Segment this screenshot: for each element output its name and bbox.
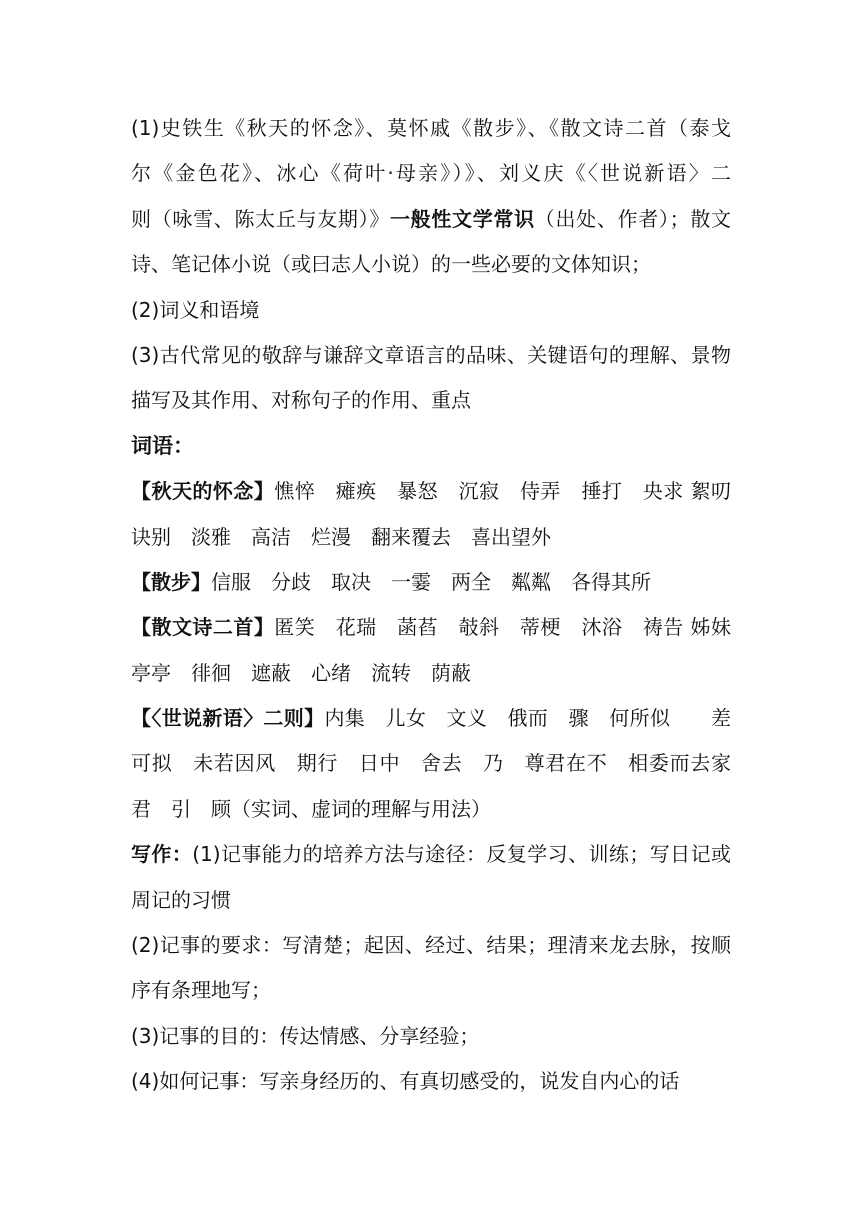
text-segment: (4)如何记事：写亲身经历的、有真切感受的，说发自内心的话 <box>131 1069 680 1094</box>
text-segment: 尔《金色花》、冰心《荷叶·母亲》）》、刘义庆《〈世说新语〉二 <box>131 161 731 186</box>
text-segment: (2)词义和语境 <box>131 297 260 322</box>
text-line <box>131 469 731 514</box>
bold-text-segment: 【散文诗二首】 <box>131 615 275 640</box>
bold-text-segment: 【秋天的怀念】 <box>131 479 275 504</box>
section-heading <box>131 424 731 469</box>
text-segment: 诀别 淡雅 高洁 烂漫 翻来覆去 喜出望外 <box>131 524 551 549</box>
text-segment: 描写及其作用、对称句子的作用、重点 <box>131 388 471 413</box>
text-line <box>131 923 731 968</box>
text-segment: 内集 儿女 文义 俄而 骤 何所似 差 <box>324 706 731 731</box>
text-segment: 可拟 未若因风 期行 日中 舍去 乃 尊君在不 相委而去家 <box>131 751 731 776</box>
text-line <box>131 741 731 786</box>
text-segment: 序有条理地写； <box>131 978 271 1003</box>
document-body <box>131 106 731 1105</box>
text-line <box>131 1014 731 1059</box>
text-segment: 君 引 顾（实词、虚词的理解与用法） <box>131 796 491 821</box>
text-segment: (3)记事的目的：传达情感、分享经验； <box>131 1023 480 1048</box>
text-segment: 信服 分歧 取决 一霎 两全 粼粼 各得其所 <box>211 569 651 594</box>
text-line <box>131 106 731 151</box>
text-line <box>131 1059 731 1104</box>
text-segment: （出处、作者）；散文 <box>534 206 731 231</box>
text-segment: (3)古代常见的敬辞与谦辞文章语言的品味、关键语句的理解、景物 <box>131 342 731 367</box>
text-segment: 亭亭 徘徊 遮蔽 心绪 流转 荫蔽 <box>131 660 471 685</box>
bold-text-segment: 【〈世说新语〉二则】 <box>131 706 325 731</box>
text-line <box>131 242 731 287</box>
text-segment: (2)记事的要求：写清楚；起因、经过、结果；理清来龙去脉，按顺 <box>131 933 731 958</box>
text-line <box>131 787 731 832</box>
text-line <box>131 696 731 741</box>
text-segment: (1)史铁生《秋天的怀念》、莫怀戚《散步》、《散文诗二首（泰戈 <box>131 116 731 140</box>
text-segment: 周记的习惯 <box>131 887 231 912</box>
text-line <box>131 197 731 242</box>
bold-text-segment: 词语： <box>131 433 194 458</box>
text-line <box>131 832 731 877</box>
text-line <box>131 651 731 696</box>
text-line <box>131 333 731 378</box>
bold-text-segment: 写作： <box>131 842 193 867</box>
text-segment: 匿笑 花瑞 菡萏 攲斜 蒂梗 沐浴 祷告 姊妹 <box>274 615 731 640</box>
text-segment: 则（咏雪、陈太丘与友期）》 <box>131 206 390 231</box>
bold-text-segment: 一般性文学常识 <box>389 206 535 231</box>
text-line <box>131 151 731 196</box>
text-line <box>131 878 731 923</box>
text-line <box>131 968 731 1013</box>
text-line <box>131 288 731 333</box>
text-line <box>131 378 731 423</box>
text-line <box>131 515 731 560</box>
text-line <box>131 605 731 650</box>
text-line <box>131 560 731 605</box>
bold-text-segment: 【散步】 <box>131 569 211 594</box>
text-segment: (1)记事能力的培养方法与途径：反复学习、训练；写日记或 <box>192 842 731 867</box>
text-segment: 诗、笔记体小说（或曰志人小说）的一些必要的文体知识； <box>131 252 651 277</box>
text-segment: 憔悴 瘫痪 暴怒 沉寂 侍弄 捶打 央求 絮叨 <box>274 479 731 504</box>
